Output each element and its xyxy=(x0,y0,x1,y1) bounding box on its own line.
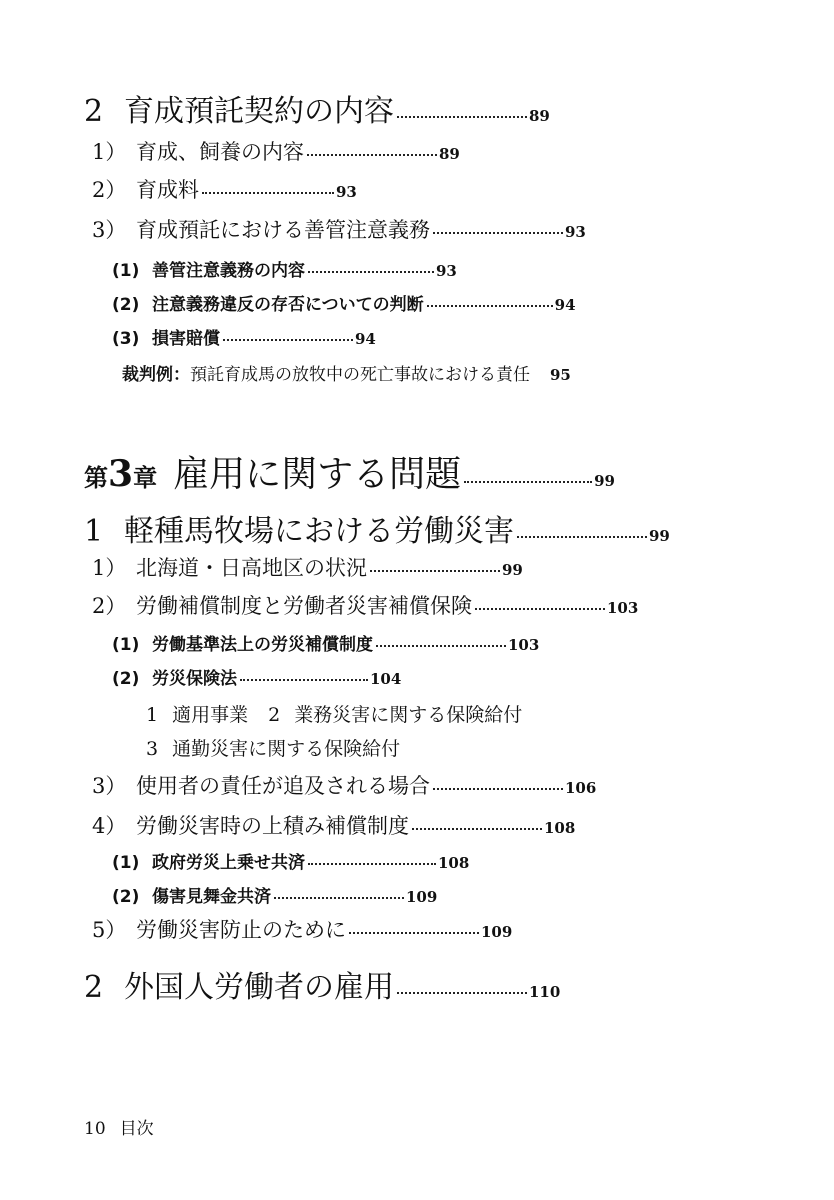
entry-number: 2） xyxy=(92,594,127,618)
entry-number: 1） xyxy=(92,140,127,164)
subitem-title: 業務災害に関する保険給付 xyxy=(294,704,523,726)
leader-dots xyxy=(274,897,404,899)
case-title: 預託育成馬の放牧中の死亡事故における責任 xyxy=(190,365,530,385)
toc-item-2-3-2[interactable] xyxy=(112,290,576,315)
leader-dots xyxy=(349,932,479,934)
item-title: 労災保険法 xyxy=(152,669,237,689)
item-title: 損害賠償 xyxy=(152,329,220,349)
section-title: 軽種馬牧場における労働災害 xyxy=(124,514,514,549)
case-label: 裁判例： xyxy=(122,365,190,385)
leader-dots xyxy=(427,305,553,307)
toc-chapter-3[interactable] xyxy=(84,446,615,497)
page-number: 108 xyxy=(438,854,470,872)
entry-title: 労働補償制度と労働者災害補償保険 xyxy=(136,594,472,618)
page-number: 93 xyxy=(336,183,357,201)
toc-entry-1-5[interactable] xyxy=(92,914,512,944)
page-number: 110 xyxy=(529,983,561,1001)
page-number: 93 xyxy=(565,223,586,241)
page-number: 108 xyxy=(544,819,576,837)
leader-dots xyxy=(517,536,647,538)
item-number: (1) xyxy=(112,261,140,281)
footer-label: 目次 xyxy=(119,1119,154,1139)
toc-section-2[interactable] xyxy=(84,86,550,130)
leader-dots xyxy=(223,339,353,341)
entry-number: 1） xyxy=(92,556,127,580)
section-title: 外国人労働者の雇用 xyxy=(124,970,394,1005)
item-number: (1) xyxy=(112,635,140,655)
page-number: 89 xyxy=(529,107,550,125)
toc-case-entry[interactable] xyxy=(122,360,571,385)
page-number: 104 xyxy=(370,670,402,688)
entry-title: 育成預託における善管注意義務 xyxy=(136,218,430,242)
item-number: (1) xyxy=(112,853,140,873)
entry-title: 北海道・日高地区の状況 xyxy=(136,556,367,580)
item-number: (2) xyxy=(112,295,140,315)
page-number: 99 xyxy=(649,527,670,545)
toc-entry-2-3[interactable] xyxy=(92,214,586,244)
toc-subitem-row-1[interactable] xyxy=(146,700,522,727)
leader-dots xyxy=(464,481,592,483)
toc-entry-1-4[interactable] xyxy=(92,810,575,840)
toc-section-1[interactable] xyxy=(84,506,670,550)
leader-dots xyxy=(307,154,437,156)
leader-dots xyxy=(370,570,500,572)
page-number: 99 xyxy=(502,561,523,579)
entry-number: 5） xyxy=(92,918,127,942)
entry-number: 4） xyxy=(92,814,127,838)
subitem-number: 1 xyxy=(146,704,159,726)
page-number: 93 xyxy=(436,262,457,280)
leader-dots xyxy=(308,271,434,273)
entry-title: 育成料 xyxy=(136,178,199,202)
entry-title: 労働災害防止のために xyxy=(136,918,346,942)
toc-item-1-4-2[interactable] xyxy=(112,882,437,907)
chapter-title: 雇用に関する問題 xyxy=(173,454,462,495)
item-title: 善管注意義務の内容 xyxy=(152,261,305,281)
entry-number: 2） xyxy=(92,178,127,202)
page-number: 99 xyxy=(594,472,615,490)
toc-entry-2-2[interactable] xyxy=(92,174,357,204)
leader-dots xyxy=(433,232,563,234)
toc-entry-2-1[interactable] xyxy=(92,136,460,166)
chapter-suffix: 章 xyxy=(133,463,158,492)
item-number: (2) xyxy=(112,669,140,689)
leader-dots xyxy=(433,788,563,790)
leader-dots xyxy=(240,679,368,681)
chapter-digit: 3 xyxy=(108,453,134,495)
chapter-prefix: 第 xyxy=(84,463,108,492)
leader-dots xyxy=(202,192,334,194)
item-title: 傷害見舞金共済 xyxy=(152,887,271,907)
section-number: 2 xyxy=(84,970,104,1005)
leader-dots xyxy=(376,645,506,647)
toc-entry-1-3[interactable] xyxy=(92,770,596,800)
toc-item-2-3-3[interactable] xyxy=(112,324,376,349)
page-footer xyxy=(84,1114,154,1139)
leader-dots xyxy=(397,116,527,118)
toc-item-1-2-1[interactable] xyxy=(112,630,539,655)
item-title: 注意義務違反の存否についての判断 xyxy=(152,295,424,315)
page-number: 94 xyxy=(355,330,376,348)
chapter-number xyxy=(84,453,157,495)
page-number: 106 xyxy=(565,779,597,797)
page-number: 103 xyxy=(607,599,639,617)
subitem-title: 通勤災害に関する保険給付 xyxy=(172,738,401,760)
subitem-number: 2 xyxy=(268,704,281,726)
section-number: 1 xyxy=(84,514,104,549)
page-number: 103 xyxy=(508,636,540,654)
leader-dots xyxy=(412,828,542,830)
item-number: (3) xyxy=(112,329,140,349)
toc-item-1-4-1[interactable] xyxy=(112,848,469,873)
leader-dots xyxy=(308,863,436,865)
item-title: 労働基準法上の労災補償制度 xyxy=(152,635,373,655)
footer-page-number: 10 xyxy=(84,1119,106,1139)
entry-number: 3） xyxy=(92,218,127,242)
page-number: 109 xyxy=(481,923,513,941)
section-number: 2 xyxy=(84,94,104,129)
item-number: (2) xyxy=(112,887,140,907)
page-number: 109 xyxy=(406,888,438,906)
page-number: 89 xyxy=(439,145,460,163)
subitem-number: 3 xyxy=(146,738,159,760)
page-number: 94 xyxy=(554,296,576,314)
item-title: 政府労災上乗せ共済 xyxy=(152,853,305,873)
toc-entry-1-2[interactable] xyxy=(92,590,638,620)
toc-section-2-foreign[interactable] xyxy=(84,962,560,1006)
entry-title: 育成、飼養の内容 xyxy=(136,140,304,164)
entry-title: 使用者の責任が追及される場合 xyxy=(136,774,430,798)
toc-item-1-2-2[interactable] xyxy=(112,664,401,689)
entry-number: 3） xyxy=(92,774,127,798)
toc-entry-1-1[interactable] xyxy=(92,552,523,582)
leader-dots xyxy=(475,608,605,610)
leader-dots xyxy=(397,992,527,994)
section-title: 育成預託契約の内容 xyxy=(124,94,394,129)
subitem-title: 適用事業 xyxy=(172,704,249,726)
toc-subitem-row-2[interactable] xyxy=(146,734,400,761)
toc-item-2-3-1[interactable] xyxy=(112,256,457,281)
entry-title: 労働災害時の上積み補償制度 xyxy=(136,814,409,838)
page-number: 95 xyxy=(550,366,571,384)
